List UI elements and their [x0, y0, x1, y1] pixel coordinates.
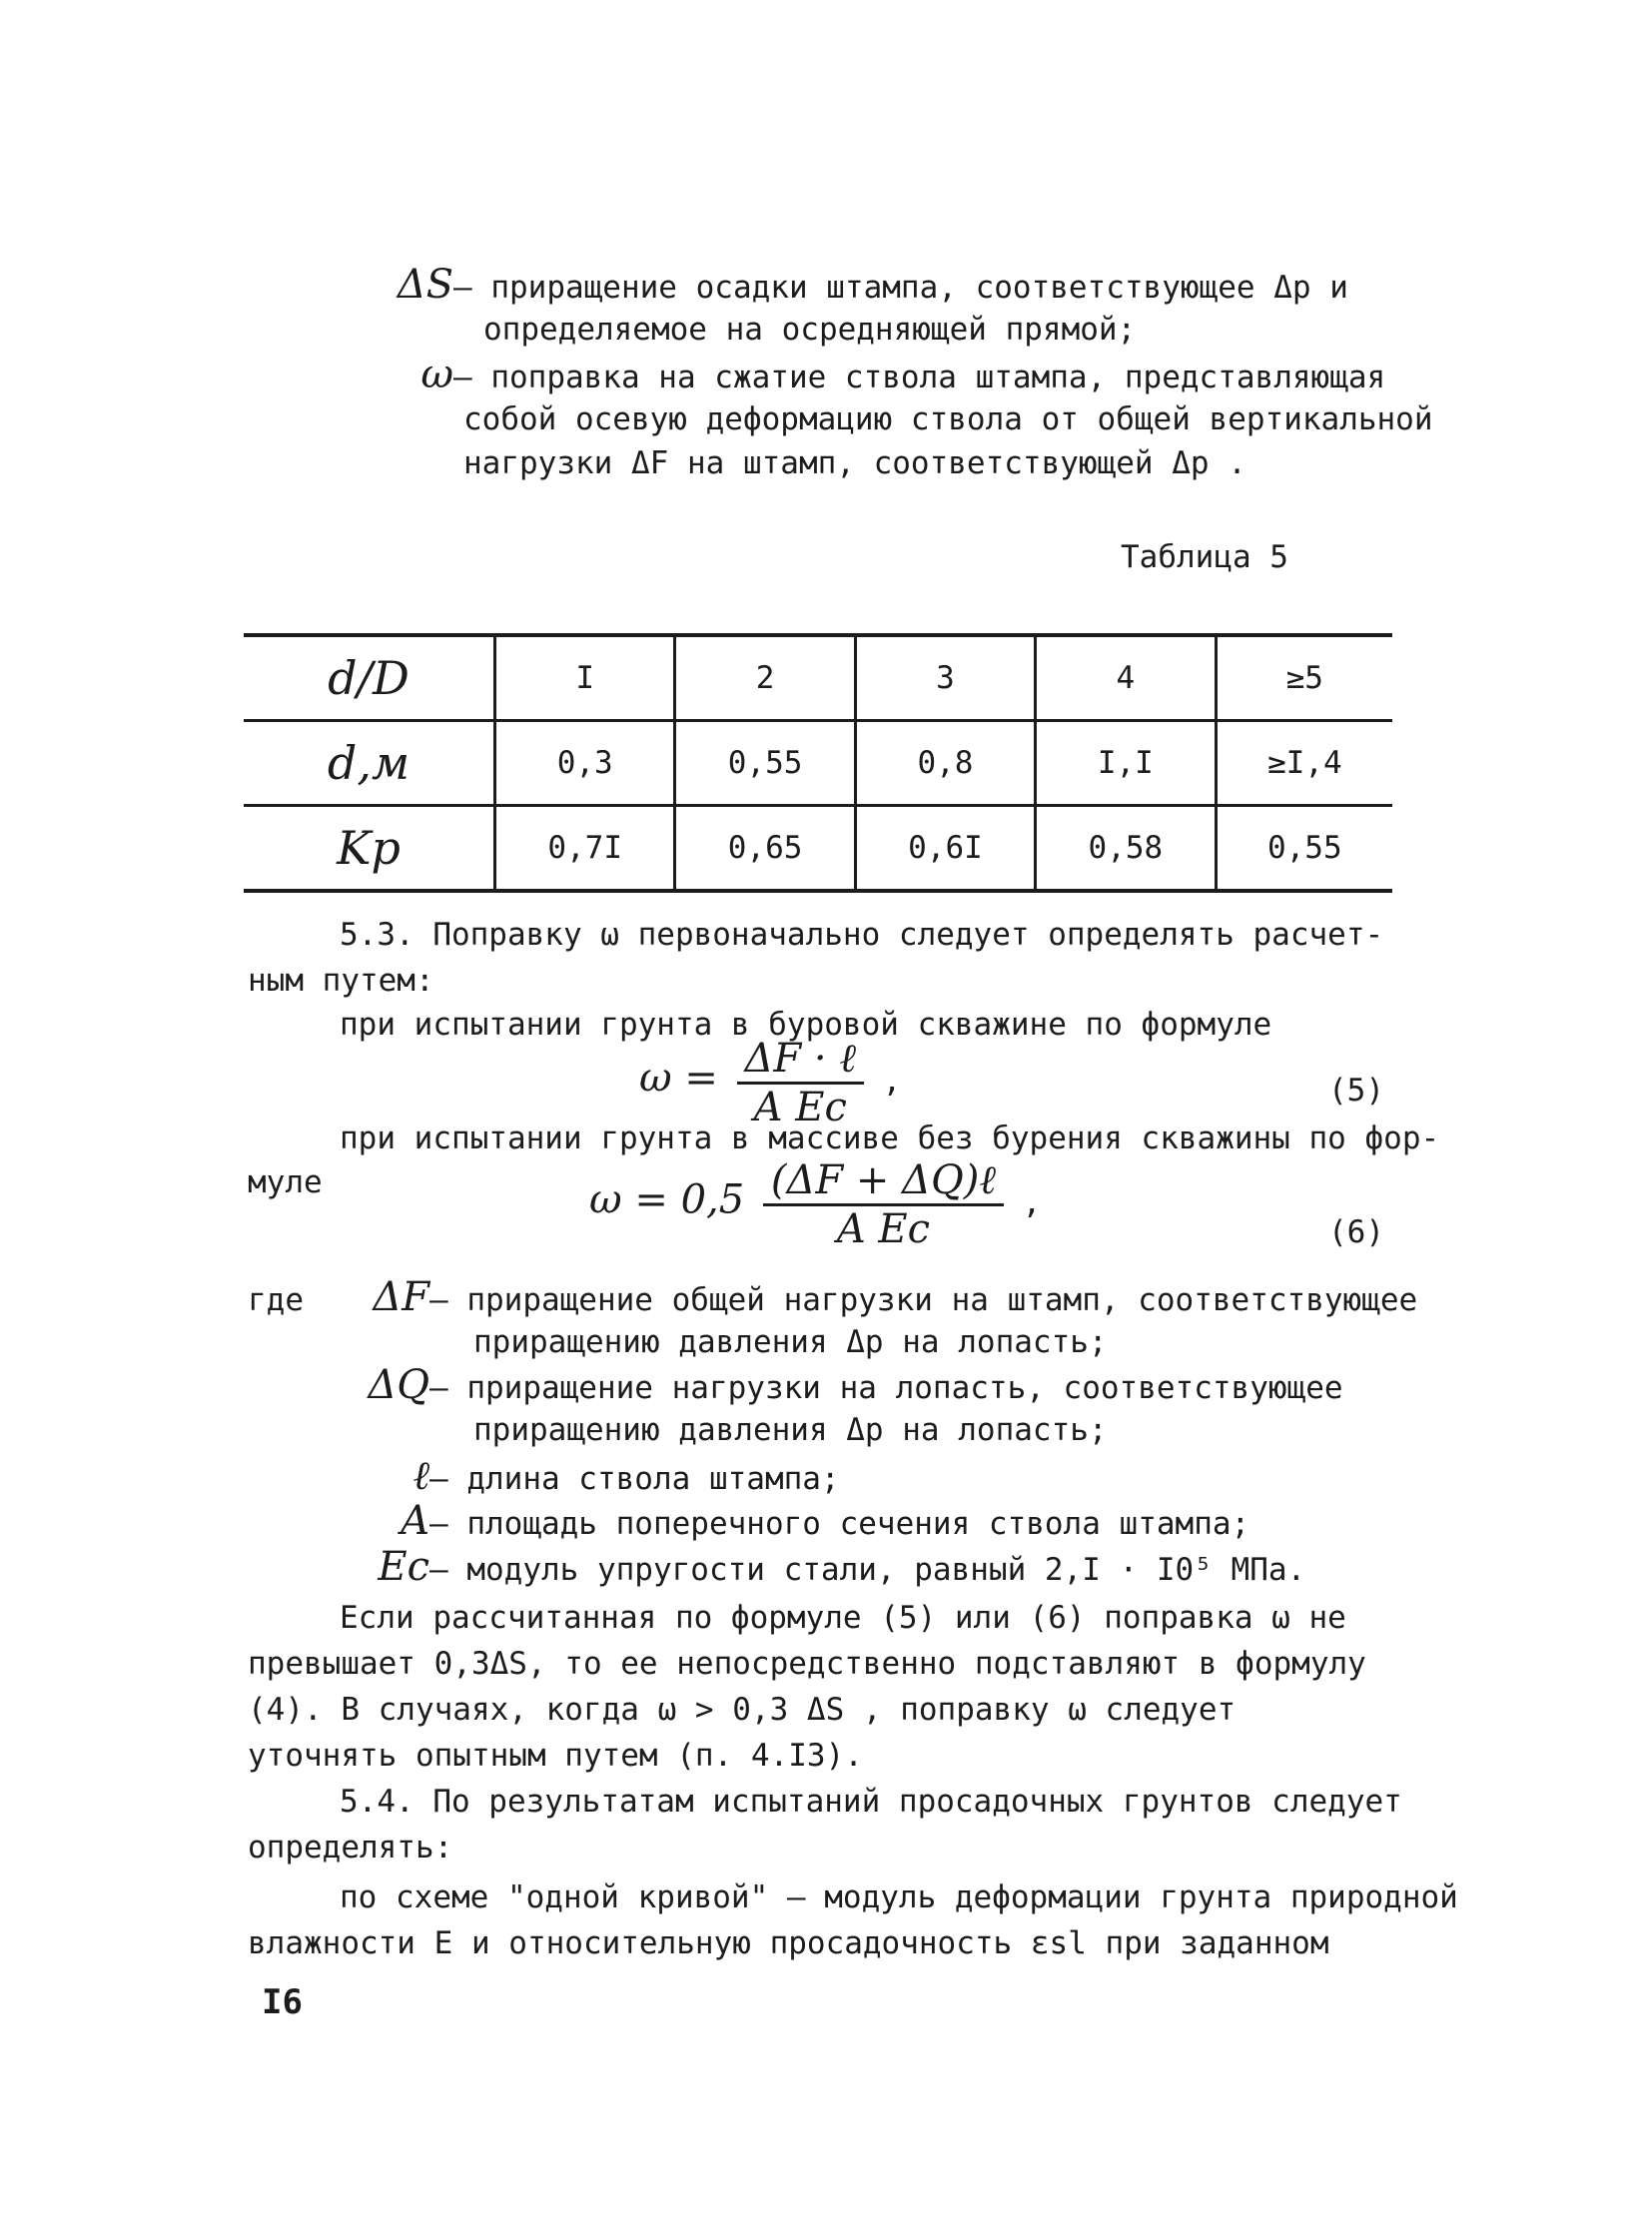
equation-number-6: (6): [1328, 1214, 1384, 1250]
equation-5: [639, 1035, 901, 1130]
table-cell: ≥5: [1216, 635, 1392, 721]
def-delta-q: [330, 1362, 1343, 1408]
eq6-fraction: [763, 1156, 1004, 1252]
def-area: [330, 1498, 1249, 1544]
eq6-comma: ,: [1022, 1184, 1042, 1221]
p53-line-5: муле: [248, 1164, 323, 1200]
def-omega-cont-2: нагрузки ΔF на штамп, соответствующей Δp .: [463, 445, 1246, 481]
table-row: [244, 635, 1392, 721]
def-delta-f: [330, 1274, 1417, 1320]
eq5-numerator: ΔF · ℓ: [737, 1035, 864, 1085]
p54-line-4: влажности E и относительную просадочность εsl при заданном: [248, 1925, 1329, 1961]
def-symbol: ΔQ: [368, 1362, 429, 1408]
table-cell: 0,6I: [855, 806, 1035, 892]
def-text: – модуль упругости стали, равный 2,I · I0⁵ МПа.: [429, 1552, 1306, 1588]
where-word: где: [248, 1282, 304, 1318]
row-header: Kp: [244, 806, 495, 892]
def-symbol: ΔS: [397, 262, 453, 308]
para-line-2: превышает 0,3ΔS, то ее непосредственно подставляют в формулу: [248, 1646, 1366, 1682]
table-5: [244, 633, 1392, 893]
table-cell: 0,3: [495, 721, 675, 806]
para-line-3: (4). В случаях, когда ω > 0,3 ΔS , поправку ω следует: [248, 1692, 1237, 1728]
equation-number-5: (5): [1328, 1073, 1384, 1109]
def-delta-f-cont: приращению давления Δp на лопасть;: [473, 1324, 1108, 1360]
table-row: [244, 806, 1392, 892]
table-cell: 0,8: [855, 721, 1035, 806]
def-text: – приращение нагрузки на лопасть, соответствующее: [429, 1370, 1343, 1406]
row-header: d/D: [328, 651, 410, 705]
def-text: – приращение общей нагрузки на штамп, соответствующее: [429, 1282, 1418, 1318]
def-symbol: ΔF: [373, 1274, 429, 1320]
eq5-denominator: A Ec: [753, 1085, 847, 1130]
def-delta-s-cont: определяемое на осредняющей прямой;: [483, 312, 1137, 348]
def-text: – длина ствола штампа;: [429, 1461, 840, 1497]
eq6-denominator: A Ec: [836, 1206, 931, 1252]
table-cell: 4: [1036, 635, 1216, 721]
p54-line-2: определять:: [248, 1830, 453, 1866]
equation-6: [589, 1156, 1041, 1252]
def-delta-s: [368, 262, 1348, 308]
def-text: – поправка на сжатие ствола штампа, представляющая: [453, 360, 1386, 395]
table-cell: 0,7I: [495, 806, 675, 892]
table-cell: 2: [675, 635, 855, 721]
def-ec: [330, 1544, 1305, 1590]
para-line-4: уточнять опытным путем (п. 4.I3).: [248, 1738, 863, 1774]
def-symbol: Ec: [378, 1544, 429, 1590]
table-cell: ≥I,4: [1216, 721, 1392, 806]
page-number: I6: [262, 1982, 303, 2022]
row-header: d,м: [244, 721, 495, 806]
eq5-fraction: [737, 1035, 864, 1130]
table-caption: Таблица 5: [1121, 539, 1288, 575]
para-line-1: Если рассчитанная по формуле (5) или (6) поправка ω не: [340, 1600, 1346, 1636]
def-symbol: ℓ: [413, 1453, 429, 1499]
eq5-comma: ,: [882, 1063, 902, 1100]
p53-line-4: при испытании грунта в массиве без бурения скважины по фор-: [340, 1120, 1440, 1156]
p54-line-3: по схеме "одной кривой" – модуль деформации грунта природной: [340, 1879, 1458, 1915]
eq6-lhs: ω = 0,5: [589, 1176, 745, 1223]
def-delta-q-cont: приращению давления Δp на лопасть;: [473, 1412, 1108, 1448]
table-cell: 0,55: [1216, 806, 1392, 892]
table-cell: 0,55: [675, 721, 855, 806]
eq6-numerator: (ΔF + ΔQ)ℓ: [763, 1156, 1004, 1206]
def-text: – приращение осадки штампа, соответствующее Δp и: [453, 270, 1348, 306]
p53-line-2: ным путем:: [248, 963, 434, 999]
table-row: [244, 721, 1392, 806]
def-symbol: ω: [420, 352, 453, 397]
eq5-lhs: ω =: [639, 1055, 718, 1102]
def-length: [330, 1452, 840, 1499]
table-cell: 0,65: [675, 806, 855, 892]
def-omega-cont-1: собой осевую деформацию ствола от общей вертикальной: [463, 401, 1433, 437]
table-cell: 0,58: [1036, 806, 1216, 892]
def-omega: [368, 352, 1385, 397]
table-cell: 3: [855, 635, 1035, 721]
def-symbol: A: [401, 1498, 429, 1544]
p54-line-1: 5.4. По результатам испытаний просадочных грунтов следует: [340, 1784, 1402, 1820]
p53-line-1: 5.3. Поправку ω первоначально следует определять расчет-: [340, 917, 1384, 953]
def-text: – площадь поперечного сечения ствола штампа;: [429, 1506, 1250, 1542]
table-cell: I: [495, 635, 675, 721]
table-cell: I,I: [1036, 721, 1216, 806]
p53-line-3: при испытании грунта в буровой скважине по формуле: [340, 1007, 1272, 1043]
